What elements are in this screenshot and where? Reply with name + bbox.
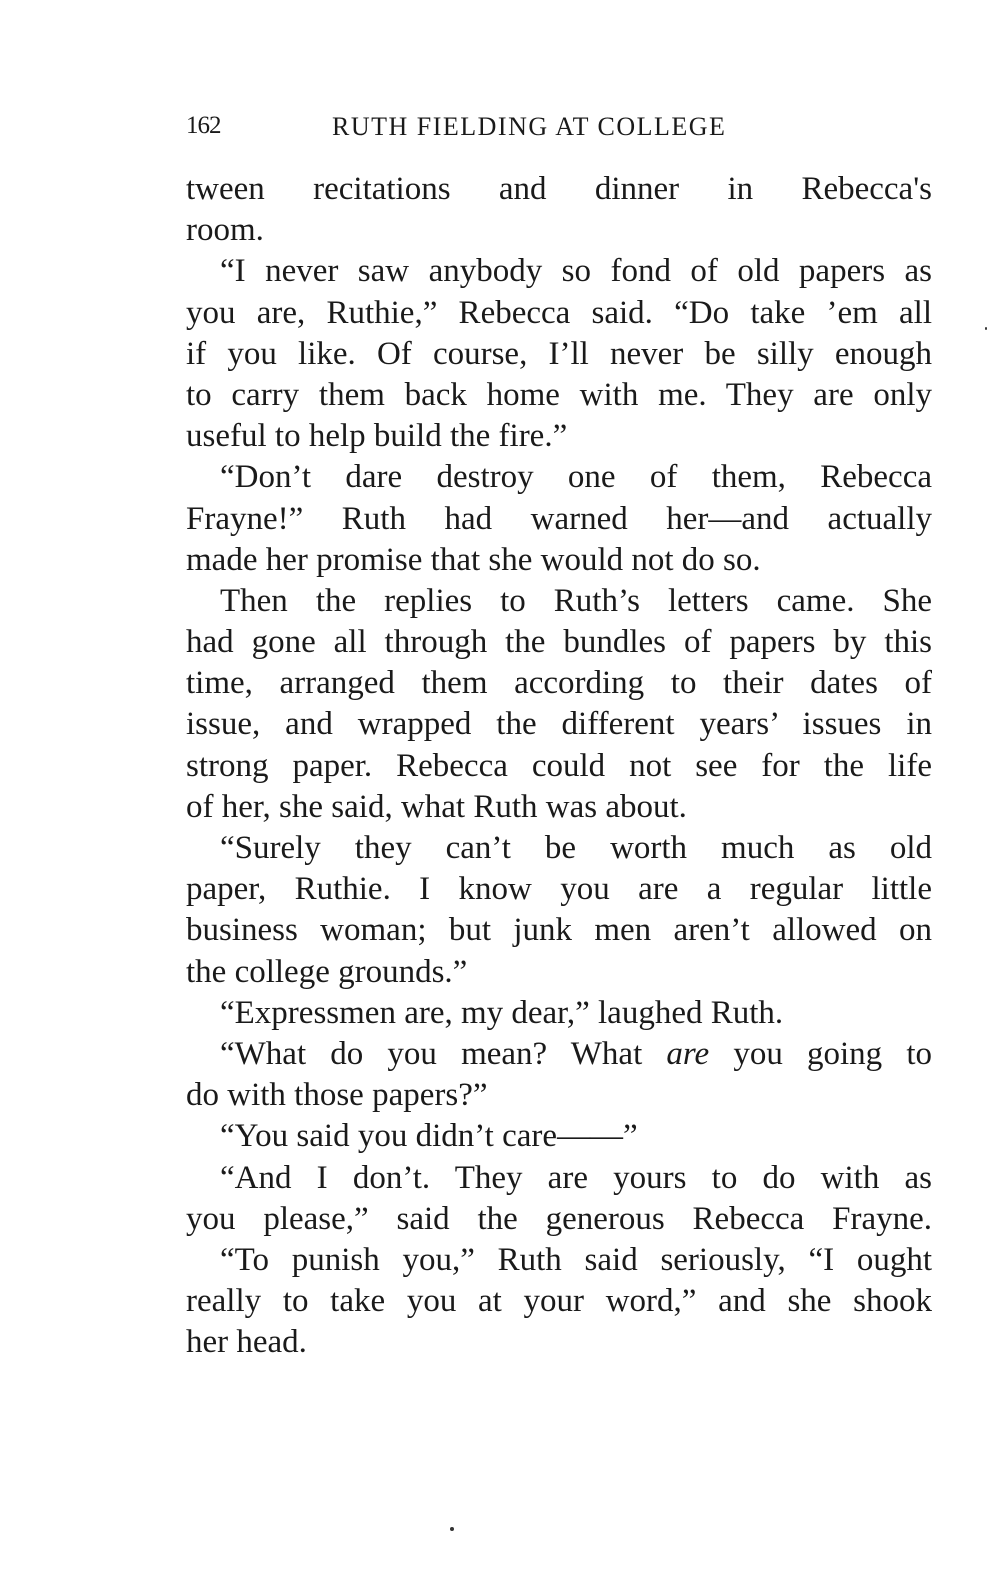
text-line: “Surely they can’t be worth much as old <box>220 830 932 866</box>
text-line: to carry them back home with me. They are only <box>186 376 932 413</box>
page-header <box>186 112 932 148</box>
text-line: “Expressmen are, my dear,” laughed Ruth. <box>220 994 784 1031</box>
print-speck <box>450 1527 454 1531</box>
text-line: Frayne!” Ruth had warned her—and actually <box>186 500 932 537</box>
text-line: time, arranged them according to their dates of <box>186 665 932 702</box>
text-line: “Don’t dare destroy one of them, Rebecca <box>220 459 932 496</box>
print-speck <box>985 327 987 330</box>
text-line: “And I don’t. They are yours to do with as <box>220 1159 932 1196</box>
text-line: useful to help build the fire.” <box>186 418 568 455</box>
text-line: Then the replies to Ruth’s letters came. She <box>220 582 932 619</box>
text-line: room. <box>186 212 264 249</box>
text-line: business woman; but junk men aren’t allowed on <box>186 912 932 949</box>
text-line: strong paper. Rebecca could not see for the life <box>186 747 932 784</box>
text-line: paper, Ruthie. I know you are a regular little <box>186 871 932 908</box>
text-line: had gone all through the bundles of papers by this <box>186 624 932 661</box>
text-line: do with those papers?” <box>186 1077 488 1114</box>
text-segment: “What do you mean? What <box>220 1035 643 1072</box>
text-line: “To punish you,” Ruth said seriously, “I ought <box>220 1241 932 1278</box>
text-line: the college grounds.” <box>186 953 468 990</box>
text-line: issue, and wrapped the different years’ issues in <box>186 706 932 743</box>
text-line-with-italic <box>186 1034 932 1075</box>
text-segment: you going to <box>733 1035 933 1072</box>
page-number: 162 <box>186 112 221 139</box>
text-line: of her, she said, what Ruth was about. <box>186 788 687 825</box>
text-line: you please,” said the generous Rebecca Frayne. <box>186 1200 932 1237</box>
text-line: tween recitations and dinner in Rebecca's <box>186 171 932 207</box>
italic-emphasis: are <box>666 1035 710 1072</box>
text-line: “You said you didn’t care——” <box>220 1118 638 1155</box>
text-line: you are, Ruthie,” Rebecca said. “Do take ’em all <box>186 294 932 331</box>
running-title: RUTH FIELDING AT COLLEGE <box>332 112 727 141</box>
text-line: made her promise that she would not do so. <box>186 541 761 578</box>
text-line: “I never saw anybody so fond of old papers as <box>220 253 932 290</box>
text-line: if you like. Of course, I’ll never be silly enough <box>186 335 932 372</box>
text-line: her head. <box>186 1324 307 1361</box>
body-text <box>186 169 932 1363</box>
text-line: really to take you at your word,” and she shook <box>186 1283 932 1320</box>
